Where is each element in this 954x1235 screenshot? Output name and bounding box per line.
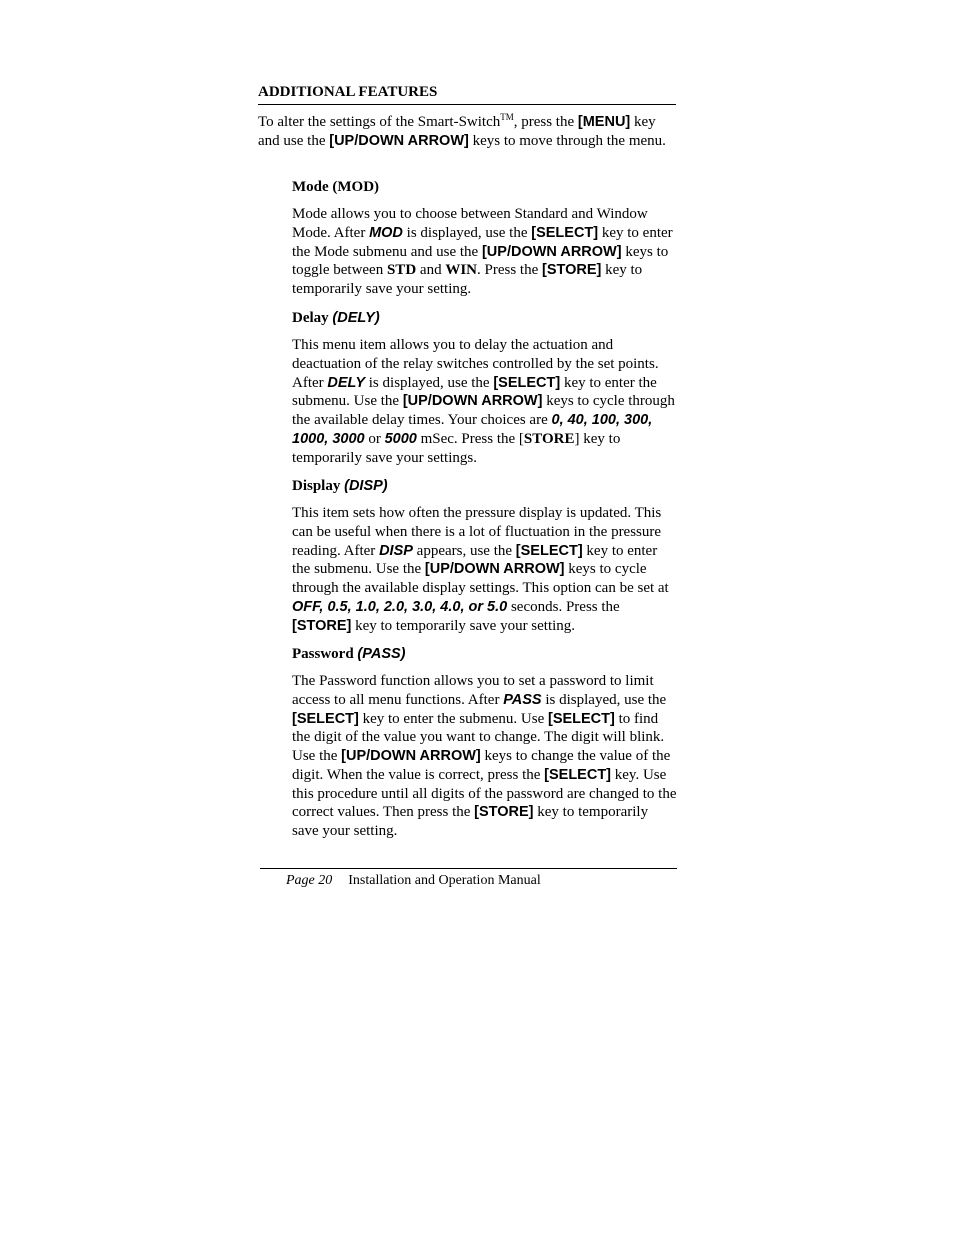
option-name: STD <box>386 262 417 279</box>
key-name: [SELECT] <box>493 374 561 391</box>
manual-title: Installation and Operation Manual <box>348 873 541 888</box>
text: key to temporarily save your setting. <box>292 804 649 839</box>
section-heading: ADDITIONAL FEATURES <box>258 83 676 105</box>
text: To alter the settings of the Smart-Switch <box>258 114 501 130</box>
key-name: [STORE] <box>474 804 534 821</box>
display-paragraph <box>292 504 677 635</box>
text: Display <box>292 478 345 494</box>
password-paragraph <box>292 672 677 841</box>
option-name: WIN <box>445 262 477 279</box>
text: key and use the <box>258 114 656 149</box>
mode-title: Mode (MOD) <box>292 179 380 195</box>
key-name: [UP/DOWN ARROW] <box>424 561 565 578</box>
display-code: DELY <box>327 374 366 391</box>
text: This item sets how often the pressure display is updated. This can be useful when there is a lot of fluctuation in the pressure reading. After <box>292 505 662 559</box>
text: is displayed, use the <box>365 374 494 391</box>
text: keys to move through the menu. <box>468 132 666 149</box>
key-name: [SELECT] <box>515 542 583 559</box>
key-name: [STORE] <box>292 617 352 634</box>
display-code: DISP <box>379 542 413 559</box>
text: key to temporarily save your setting. <box>351 617 576 634</box>
text: ] key to temporarily save your settings. <box>292 430 621 466</box>
text: keys to toggle between <box>292 243 669 279</box>
delay-title <box>292 309 677 328</box>
key-name: [UP/DOWN ARROW] <box>329 132 469 149</box>
text: Mode allows you to choose between Standard and Window Mode. After <box>292 206 648 241</box>
text: to find the digit of the value you want to change. The digit will blink. Use the <box>292 710 665 764</box>
footer-divider <box>260 868 677 869</box>
text: keys to cycle through the available display settings. This option can be set at <box>292 561 669 596</box>
text: key to enter the submenu. Use the <box>292 374 657 410</box>
delay-paragraph <box>292 336 677 467</box>
intro-paragraph <box>258 113 678 150</box>
text: Password <box>292 646 358 662</box>
display-code: (DELY) <box>332 310 380 326</box>
key-name: [STORE] <box>542 262 602 279</box>
display-code: OFF, 0.5, 1.0, 2.0, 3.0, 4.0, or 5.0 <box>292 598 508 615</box>
display-code: 5000 <box>384 430 417 447</box>
text: seconds. Press the <box>507 598 620 615</box>
text: and <box>416 262 446 279</box>
key-name: [MENU] <box>577 114 631 130</box>
text: appears, use the <box>412 542 516 559</box>
text: keys to cycle through the available delay times. Your choices are <box>292 393 675 428</box>
key-name: [UP/DOWN ARROW] <box>481 243 622 260</box>
text: This menu item allows you to delay the actuation and deactuation of the relay switches controlled by the set points. After <box>292 337 659 391</box>
mode-paragraph <box>292 205 677 299</box>
text: keys to change the value of the digit. When the value is correct, press the <box>292 748 671 783</box>
key-name: [UP/DOWN ARROW] <box>341 748 481 764</box>
key-name: [SELECT] <box>292 710 359 727</box>
text: key to enter the Mode submenu and use the <box>292 224 673 260</box>
text: key. Use this procedure until all digits of the password are changed to the correct values. Then press the <box>292 766 677 821</box>
key-name: [UP/DOWN ARROW] <box>402 393 543 410</box>
display-title <box>292 477 677 496</box>
trademark: TM <box>500 112 514 122</box>
display-code: PASS <box>503 691 542 708</box>
text: key to enter the submenu. Use <box>358 710 548 727</box>
page-number: Page 20 <box>286 873 333 888</box>
text: or <box>364 430 385 447</box>
text: mSec. Press the [ <box>416 430 524 447</box>
key-name: [SELECT] <box>544 766 612 783</box>
key-name: [SELECT] <box>531 224 599 241</box>
display-code: MOD <box>369 224 403 241</box>
text: is displayed, use the <box>541 691 667 708</box>
text: The Password function allows you to set a password to limit access to all menu functions. After <box>292 673 654 708</box>
key-name: STORE <box>523 430 575 447</box>
display-code: 0, 40, 100, 300, 1000, 3000 <box>292 412 653 447</box>
text: Delay <box>292 310 333 326</box>
display-code: (DISP) <box>344 478 388 494</box>
display-code: (PASS) <box>357 646 406 662</box>
page-footer <box>286 872 541 890</box>
password-title <box>292 645 677 664</box>
text: , press the <box>513 114 578 130</box>
text: is displayed, use the <box>402 224 532 241</box>
text: . Press the <box>477 262 542 279</box>
key-name: [SELECT] <box>547 710 615 727</box>
text: key to temporarily save your setting. <box>292 262 643 297</box>
text: key to enter the submenu. Use the <box>292 542 658 578</box>
